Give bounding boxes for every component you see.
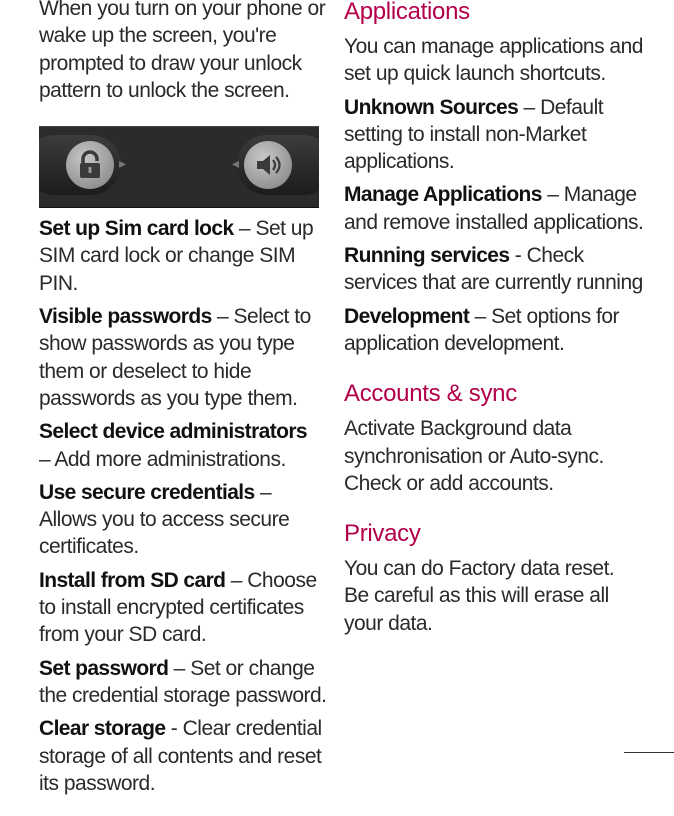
item-secure-credentials: Use secure credentials – Allows you to access secure certificates. [39,480,290,559]
item-visible-passwords: Visible passwords – Select to show passwords as you type them or deselect to hide passwords as you type them. [39,305,311,410]
applications-intro: You can manage applications and set up quick launch shortcuts. [344,35,643,86]
padlock-icon [66,141,114,189]
item-development: Development – Set options for application development. [344,304,620,355]
item-set-password: Set password – Set or change the credential storage password. [39,656,327,707]
privacy-heading: Privacy [344,520,421,548]
item-unknown-sources: Unknown Sources – Default setting to install non-Market applications. [344,95,604,174]
right-column [344,0,644,643]
lock-screen-image [39,126,319,208]
chevron-left-icon: ◂ [231,155,239,172]
speaker-icon [244,141,292,189]
left-column [39,0,329,803]
item-clear-storage: Clear storage - Clear credential storage of all contents and reset its password. [39,717,322,795]
item-install-sd: Install from SD card – Choose to install encrypted certificates from your SD card. [39,568,317,647]
chevron-right-icon: ▸ [119,155,127,172]
item-running-services: Running services - Check services that are currently running [344,244,643,295]
privacy-body: You can do Factory data reset. Be careful as this will erase all your data. [344,557,615,635]
page-number-rule [624,752,674,753]
intro-paragraph: When you turn on your phone or wake up the screen, you're prompted to draw your unlock pattern to unlock the screen. [39,0,326,102]
accounts-heading: Accounts & sync [344,380,517,408]
item-device-admins: Select device administrators – Add more administrations. [39,420,307,471]
applications-heading: Applications [344,0,470,25]
item-sim-lock: Set up Sim card lock – Set up SIM card lock or change SIM PIN. [39,217,314,295]
accounts-body: Activate Background data synchronisation or Auto-sync. Check or add accounts. [344,417,604,495]
item-manage-applications: Manage Applications – Manage and remove installed applications. [344,183,644,234]
